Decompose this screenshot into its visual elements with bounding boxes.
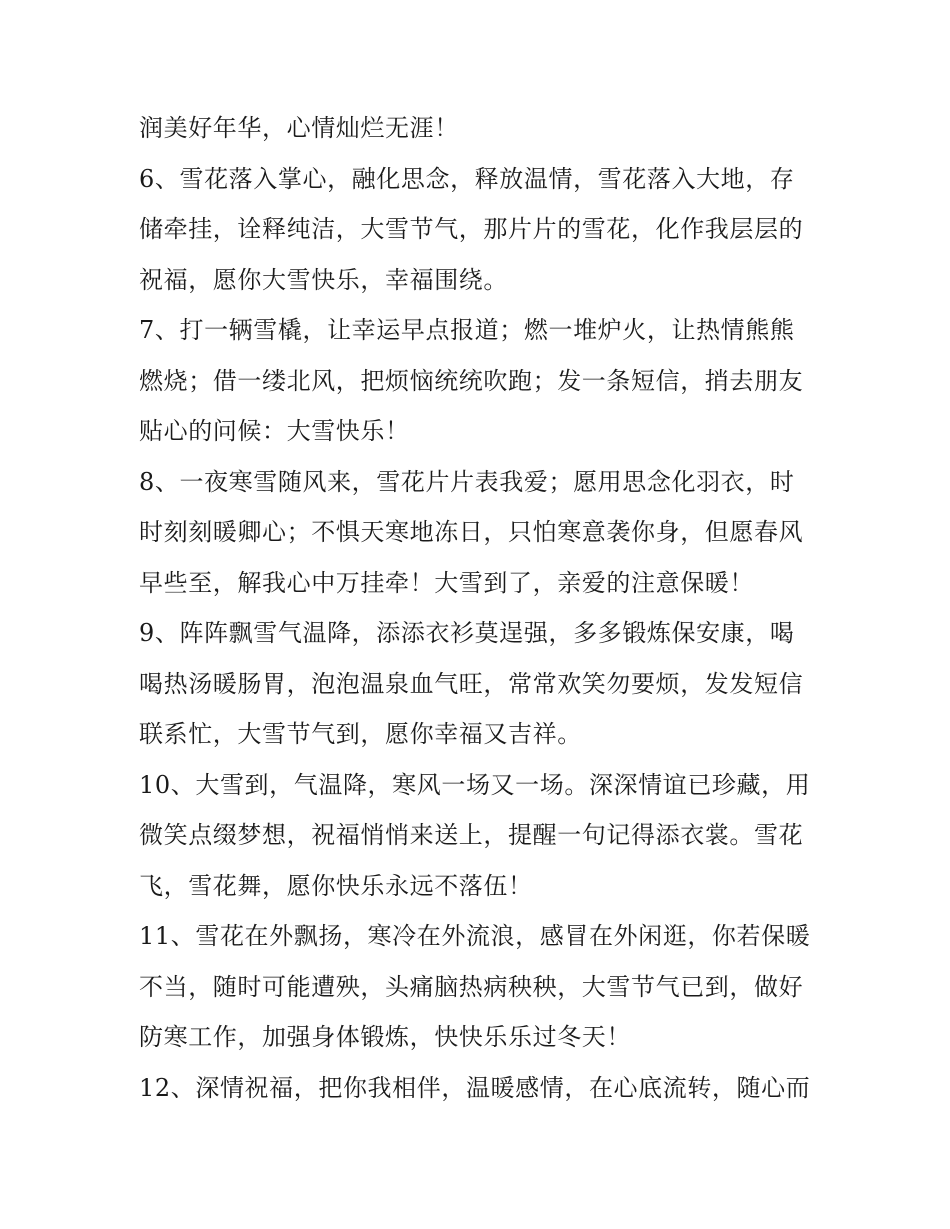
text-line: 贴心的问候：大雪快乐！ (139, 417, 410, 445)
text-line: 10、大雪到，气温降，寒风一场又一场。深深情谊已珍藏，用 (139, 770, 811, 799)
text-line: 喝热汤暖肠胃，泡泡温泉血气旺，常常欢笑勿要烦，发发短信 (139, 669, 804, 698)
text-line: 储牵挂，诠释纯洁，大雪节气，那片片的雪花，化作我层层的 (139, 215, 804, 243)
text-line: 时刻刻暖卿心；不惧天寒地冻日，只怕寒意袭你身，但愿春风 (139, 518, 804, 546)
text-line: 不当，随时可能遭殃，头痛脑热病秧秧，大雪节气已到，做好 (139, 972, 804, 1001)
document-body (139, 103, 829, 1113)
text-line: 11、雪花在外飘扬，寒冷在外流浪，感冒在外闲逛，你若保暖 (139, 922, 811, 950)
text-line: 联系忙，大雪节气到，愿你幸福又吉祥。 (139, 720, 582, 748)
text-line: 祝福，愿你大雪快乐，幸福围绕。 (139, 265, 508, 294)
text-line: 微笑点缀梦想，祝福悄悄来送上，提醒一句记得添衣裳。雪花 (139, 821, 804, 849)
text-line: 飞，雪花舞，愿你快乐永远不落伍！ (139, 871, 533, 900)
text-line: 早些至，解我心中万挂牵！大雪到了，亲爱的注意保暖！ (139, 568, 754, 597)
text-line: 12、深情祝福，把你我相伴，温暖感情，在心底流转，随心而 (139, 1073, 811, 1102)
text-line: 6、雪花落入掌心，融化思念，释放温情，雪花落入大地，存 (139, 164, 795, 193)
text-line: 润美好年华，心情灿烂无涯！ (139, 114, 459, 142)
text-line: 7、打一辆雪橇，让幸运早点报道；燃一堆炉火，让热情熊熊 (139, 316, 795, 344)
text-line: 8、一夜寒雪随风来，雪花片片表我爱；愿用思念化羽衣，时 (139, 467, 795, 496)
text-line: 燃烧；借一缕北风，把烦恼统统吹跑；发一条短信，捎去朋友 (139, 366, 804, 395)
text-line: 9、阵阵飘雪气温降，添添衣衫莫逞强，多多锻炼保安康，喝 (139, 619, 795, 647)
text-line: 防寒工作，加强身体锻炼，快快乐乐过冬天！ (139, 1023, 631, 1051)
